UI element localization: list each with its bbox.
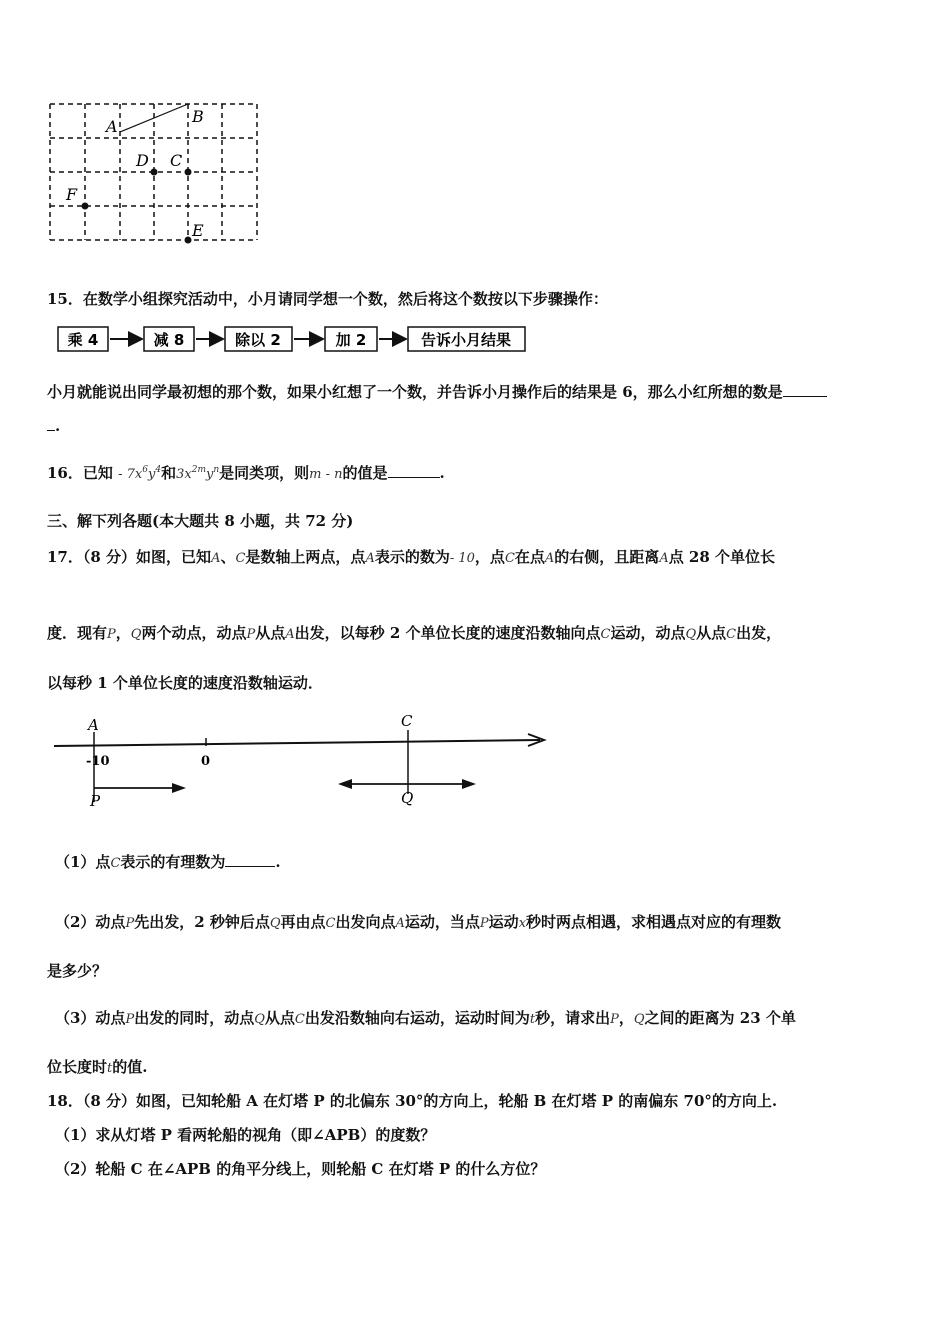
q15-text-line1	[47, 381, 827, 402]
q15-line2-end: .	[55, 417, 61, 435]
q16-mid: 是同类项，则	[219, 464, 310, 482]
q16-and: 和	[161, 464, 177, 482]
flow-step-4-label: 加 2	[335, 331, 367, 349]
grid-label-a: A	[106, 117, 118, 136]
flow-step-5-label: 告诉小月结果	[420, 331, 512, 349]
grid-label-b: B	[192, 107, 204, 126]
q18-line1: 18．（8 分）如图，已知轮船 A 在灯塔 P 的北偏东 30°的方向上，轮船 B 在灯塔 P 的南偏东 70°的方向上.	[47, 1092, 778, 1110]
section3-title: 三、解下列各题(本大题共 8 小题，共 72 分)	[47, 512, 354, 530]
q15-text-line2	[47, 417, 60, 435]
nl-label-p: P	[90, 792, 101, 810]
q16-tail: 的值是	[342, 464, 388, 482]
nl-tick-minus10: -10	[86, 754, 110, 769]
q17-line3: 以每秒 1 个单位长度的速度沿数轴运动．	[47, 674, 323, 692]
q15-flowchart	[55, 324, 535, 356]
grid-label-d: D	[136, 151, 149, 170]
q17-sub2: （2）动点P先出发，2 秒钟后点Q再由点C出发向点A运动，当点P运动x秒时两点相遇，求相遇点对应的有理数	[55, 913, 782, 931]
flow-step-1-label: 乘 4	[67, 331, 99, 349]
q15-answer-blank[interactable]	[783, 396, 827, 397]
q17-sub1-blank[interactable]	[225, 866, 275, 867]
q16-lead: 已知	[82, 464, 113, 482]
q16-term1: - $7x^6y^4$	[118, 465, 162, 482]
grid-figure	[40, 96, 270, 248]
q16-number: 16．	[47, 464, 83, 482]
q15-number: 15．	[47, 290, 83, 308]
nl-label-q: Q	[401, 789, 414, 807]
q15-stem	[47, 288, 608, 309]
q16-term2: $3x^{2m}y^n$	[176, 465, 220, 482]
q17-sub1: （1）点C表示的有理数为 .	[55, 853, 281, 871]
grid-label-f: F	[66, 185, 78, 204]
q17-sub2-line2: 是多少？	[47, 962, 108, 980]
q15-answer-blank-cont[interactable]	[47, 430, 55, 431]
q16-expr: m - n	[309, 467, 343, 482]
flow-step-2-label: 减 8	[153, 331, 185, 349]
nl-label-c: C	[401, 712, 413, 730]
q15-stem-text: 在数学小组探究活动中，小月请同学想一个数，然后将这个数按以下步骤操作：	[82, 290, 608, 308]
q15-line1-text: 小月就能说出同学最初想的那个数，如果小红想了一个数，并告诉小月操作后的结果是 6，那么小红所想的数是	[47, 383, 783, 401]
q17-line1: 17．（8 分）如图，已知A、C是数轴上两点，点A表示的数为- 10，点C在点A的右侧，且距离A点 28 个单位长	[47, 548, 776, 566]
q17-sub3-line2: 位长度时t的值.	[47, 1058, 148, 1076]
nl-label-a: A	[88, 716, 99, 734]
flow-step-3-label: 除以 2	[235, 331, 281, 349]
q16-line: 16．已知 - $7x^6y^4$和$3x^{2m}y^n$是同类项，则m - n的值是 .	[47, 464, 445, 482]
grid-label-c: C	[170, 151, 183, 170]
number-line-figure	[48, 710, 558, 810]
q18-sub2: （2）轮船 C 在∠APB 的角平分线上，则轮船 C 在灯塔 P 的什么方位？	[55, 1160, 546, 1178]
grid-label-e: E	[192, 221, 204, 240]
q17-line2: 度．现有P，Q两个动点，动点P从点A出发，以每秒 2 个单位长度的速度沿数轴向点C运动，动点Q从点C出发，	[47, 624, 782, 642]
q17-sub3: （3）动点P出发的同时，动点Q从点C出发沿数轴向右运动，运动时间为t秒，请求出P，Q之间的距离为 23 个单	[55, 1009, 796, 1027]
nl-tick-0: 0	[201, 754, 211, 769]
q18-sub1: （1）求从灯塔 P 看两轮船的视角（即∠APB）的度数？	[55, 1126, 436, 1144]
q16-answer-blank[interactable]	[388, 477, 440, 478]
